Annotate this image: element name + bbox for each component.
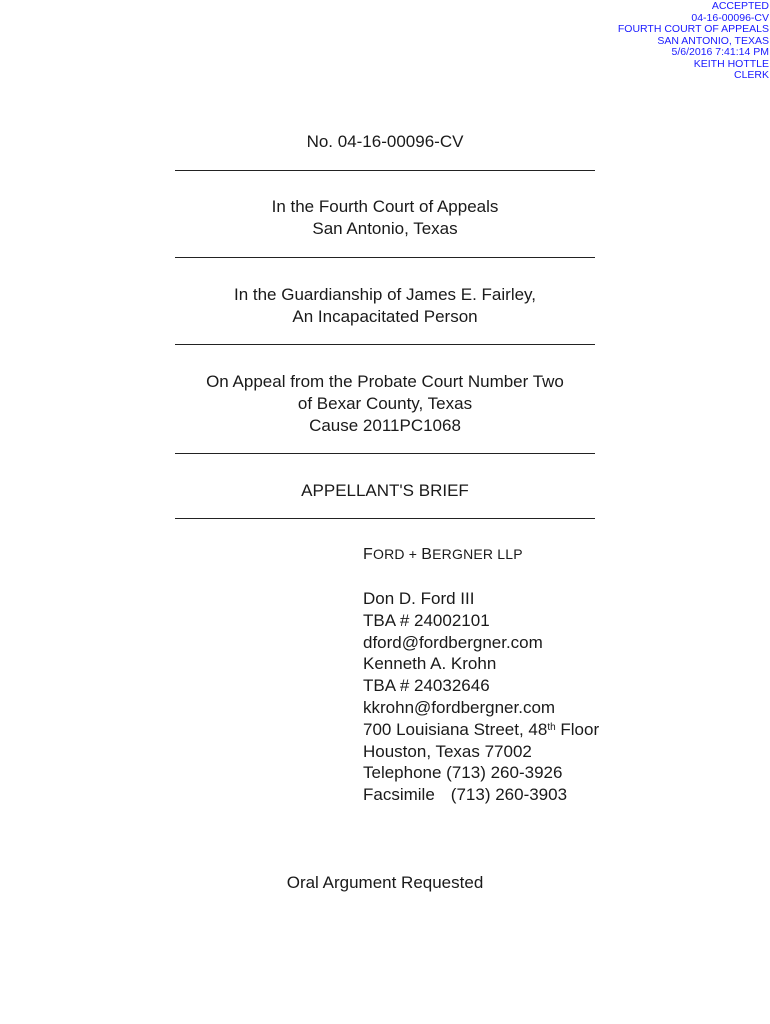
divider-rule bbox=[175, 344, 595, 345]
divider-rule bbox=[175, 257, 595, 258]
ordinal-suffix: th bbox=[547, 721, 556, 733]
bar-number: TBA # 24002101 bbox=[363, 610, 490, 630]
attorney-name: Kenneth A. Krohn bbox=[363, 654, 497, 674]
stamp-line: KEITH HOTTLE bbox=[693, 57, 769, 70]
stamp-line: 04-16-00096-CV bbox=[691, 11, 769, 24]
court-location: San Antonio, Texas bbox=[312, 219, 458, 238]
facsimile bbox=[363, 784, 599, 806]
matter-line: In the Guardianship of James E. Fairley, bbox=[233, 285, 537, 304]
street-text: 700 Louisiana Street, 48 bbox=[363, 719, 548, 739]
stamp-line: SAN ANTONIO, TEXAS bbox=[657, 34, 769, 47]
appeal-line: of Bexar County, Texas bbox=[297, 394, 473, 413]
case-number: No. 04-16-00096-CV bbox=[306, 132, 464, 151]
stamp-line: ACCEPTED bbox=[711, 0, 769, 12]
divider-rule bbox=[175, 170, 595, 171]
street-text: Floor bbox=[555, 719, 600, 739]
court-line: In the Fourth Court of Appeals bbox=[271, 197, 499, 216]
firm-initial: B bbox=[421, 546, 433, 563]
divider-rule bbox=[175, 453, 595, 454]
oral-argument-request: Oral Argument Requested bbox=[286, 873, 484, 892]
cause-number: Cause 2011PC1068 bbox=[309, 416, 461, 435]
attorney-email: dford@fordbergner.com bbox=[363, 632, 543, 652]
fax-number: (713) 260-3903 bbox=[450, 785, 568, 805]
firm-text: ORD + bbox=[372, 546, 422, 562]
fax-label: Facsimile bbox=[363, 785, 435, 805]
appeal-line: On Appeal from the Probate Court Number Two bbox=[206, 372, 564, 391]
attorney-name: Don D. Ford III bbox=[363, 589, 475, 608]
stamp-line: 5/6/2016 7:41:14 PM bbox=[671, 46, 769, 58]
matter-line: An Incapacitated Person bbox=[292, 307, 478, 326]
firm-text: ERGNER LLP bbox=[432, 546, 523, 562]
court-name bbox=[0, 196, 770, 240]
brief-title: APPELLANT'S BRIEF bbox=[301, 481, 469, 500]
appeal-origin bbox=[0, 371, 770, 437]
attorney-email: kkrohn@fordbergner.com bbox=[363, 697, 556, 717]
clerk-accepted-stamp bbox=[618, 1, 769, 82]
counsel-block bbox=[363, 588, 599, 806]
bar-number: TBA # 24032646 bbox=[363, 676, 490, 696]
stamp-line: FOURTH COURT OF APPEALS bbox=[617, 23, 769, 35]
city-state-zip: Houston, Texas 77002 bbox=[363, 741, 532, 761]
telephone: Telephone (713) 260-3926 bbox=[363, 763, 563, 783]
matter-caption bbox=[0, 284, 770, 328]
stamp-line: CLERK bbox=[733, 69, 769, 81]
firm-name bbox=[363, 546, 523, 564]
divider-rule bbox=[175, 518, 595, 519]
firm-initial: F bbox=[363, 546, 373, 563]
street-address bbox=[363, 719, 599, 741]
